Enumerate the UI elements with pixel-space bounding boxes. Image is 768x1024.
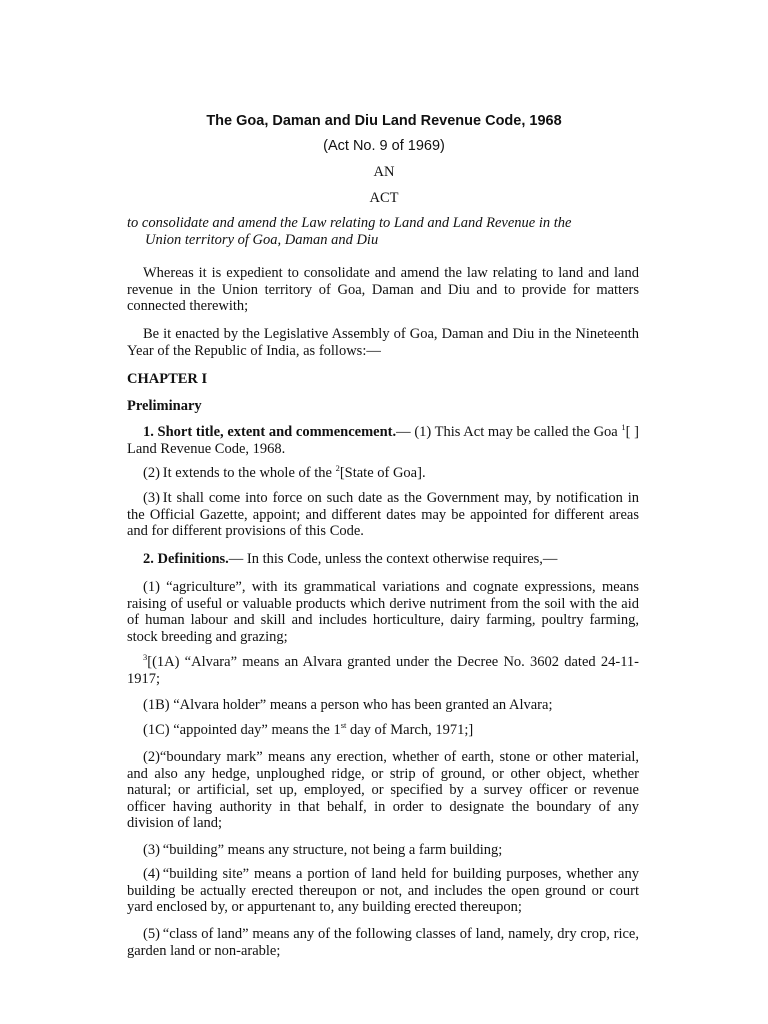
footnote-1-marker: 1 — [621, 422, 626, 433]
long-title-line1: to consolidate and amend the Law relating to Land and Land Revenue in the — [127, 215, 572, 231]
definition-1a-text: [(1A) “Alvara” means an Alvara granted under the Decree No. 3602 dated 24-11-1917; — [127, 654, 639, 687]
act-label: ACT — [369, 190, 399, 206]
section-1-3: (3) It shall come into force on such date as the Government may, by notification in the Official Gazette, appoint; and different dates may be appointed for different areas and for different provisions of this Code. — [127, 490, 639, 539]
definition-1b: (1B) “Alvara holder” means a person who has been granted an Alvara; — [143, 697, 553, 713]
definition-1c — [127, 722, 639, 739]
footnote-3-marker: 3 — [143, 652, 148, 663]
section-1-2-text-b: [State of Goa]. — [339, 465, 426, 481]
section-2-text: — In this Code, unless the context otherwise requires,— — [228, 551, 558, 567]
definition-1c-text-a: (1C) “appointed day” means the 1 — [143, 722, 341, 738]
section-1-2 — [127, 465, 639, 482]
an-label: AN — [373, 164, 395, 180]
definition-1c-text-b: day of March, 1971;] — [346, 722, 474, 738]
definition-2: (2)“boundary mark” means any erection, whether of earth, stone or other material, and also any hedge, unploughed ridge, or strip of ground, or other object, whether natural; or artificial, set up, employed, or specified by a survey officer or revenue officer having authority in that behalf, in order to designate the boundary of any division of land; — [127, 749, 639, 831]
definition-1: (1) “agriculture”, with its grammatical variations and cognate expressions, means raising of useful or valuable products which derive nutriment from the soil with the aid of human labour and skill and includes horticulture, dairy farming, poultry farming, stock breeding and grazing; — [127, 579, 639, 645]
section-1-2-text-a: (2) It extends to the whole of the — [143, 465, 336, 481]
section-2-heading: 2. Definitions. — [143, 551, 229, 567]
section-2 — [127, 551, 639, 568]
ordinal-suffix: st — [340, 720, 347, 731]
definition-1a — [127, 654, 639, 687]
footnote-2-marker: 2 — [335, 463, 340, 474]
section-1-heading: 1. Short title, extent and commencement. — [143, 424, 397, 440]
long-title-line2: Union territory of Goa, Daman and Diu — [145, 231, 379, 248]
section-1 — [127, 424, 639, 457]
section-1-text-a: — (1) This Act may be called the Goa — [396, 424, 622, 440]
chapter-title: Preliminary — [127, 398, 202, 414]
definition-5: (5) “class of land” means any of the following classes of land, namely, dry crop, rice, garden land or non-arable; — [127, 926, 639, 959]
long-title — [127, 215, 639, 248]
definition-4: (4) “building site” means a portion of land held for building purposes, whether any building be actually erected thereupon or not, and includes the open ground or court yard enclosed by, or appurtenant to, any building erected thereupon; — [127, 866, 639, 915]
preamble-whereas: Whereas it is expedient to consolidate and amend the law relating to land and land revenue in the Union territory of Goa, Daman and Diu and to provide for matters connected therewith; — [127, 265, 639, 314]
document-title: The Goa, Daman and Diu Land Revenue Code, 1968 — [206, 113, 562, 129]
act-number: (Act No. 9 of 1969) — [323, 138, 445, 154]
section-1-text-b: [ ] Land Revenue Code, 1968. — [127, 424, 639, 457]
definition-3: (3) “building” means any structure, not being a farm building; — [143, 842, 503, 858]
chapter-heading: CHAPTER I — [127, 371, 208, 387]
preamble-enacted: Be it enacted by the Legislative Assembly of Goa, Daman and Diu in the Nineteenth Year of the Republic of India, as follows:— — [127, 326, 639, 359]
